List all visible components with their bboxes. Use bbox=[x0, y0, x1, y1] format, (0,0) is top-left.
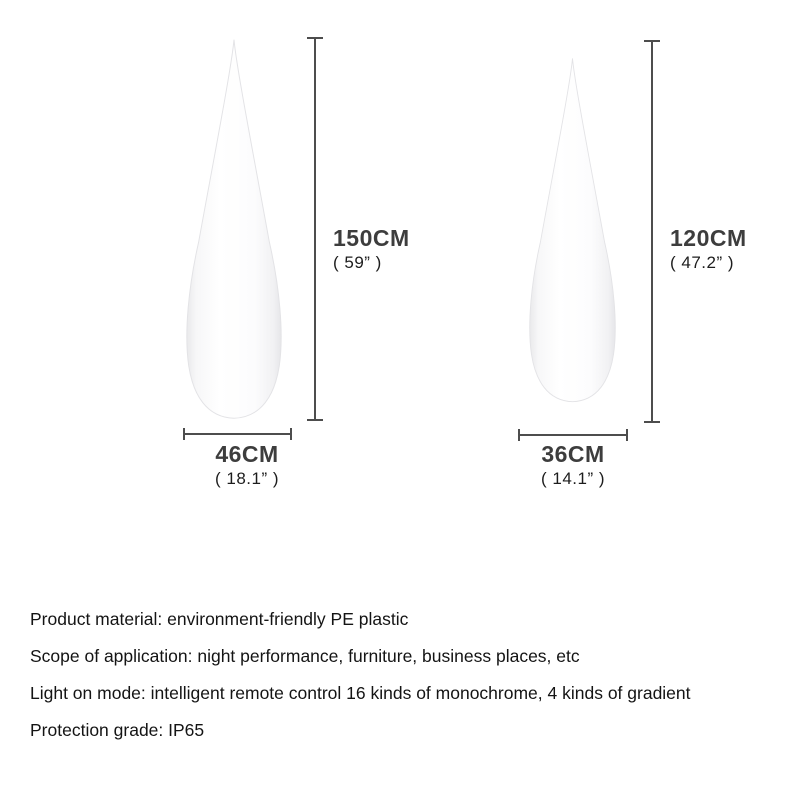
spec-application-scope: Scope of application: night performance, furniture, business places, etc bbox=[30, 646, 580, 666]
teardrop-lamp-icon bbox=[175, 37, 293, 422]
height-inch-value: ( 59” ) bbox=[333, 253, 382, 273]
large-lamp-height-label bbox=[333, 226, 410, 273]
small-lamp-height-label bbox=[670, 226, 747, 273]
spec-light-mode: Light on mode: intelligent remote control 16 kinds of monochrome, 4 kinds of gradient bbox=[30, 683, 691, 703]
teardrop-lamp-icon bbox=[519, 40, 626, 421]
large-lamp-width-dimension-line bbox=[183, 433, 292, 435]
height-cm-value: 120CM bbox=[670, 225, 747, 251]
small-lamp-width-label bbox=[498, 442, 648, 489]
large-lamp-height-dimension-line bbox=[314, 37, 316, 421]
spec-protection-grade: Protection grade: IP65 bbox=[30, 720, 205, 740]
height-inch-value: ( 47.2” ) bbox=[670, 253, 735, 273]
product-specs bbox=[30, 608, 780, 756]
width-inch-value: ( 14.1” ) bbox=[540, 469, 606, 489]
small-lamp-height-dimension-line bbox=[651, 40, 653, 423]
spec-material: Product material: environment-friendly PE plastic bbox=[30, 609, 409, 629]
large-lamp-illustration bbox=[175, 37, 293, 422]
height-cm-value: 150CM bbox=[333, 225, 410, 251]
large-lamp-width-label bbox=[172, 442, 322, 489]
width-cm-value: 46CM bbox=[215, 441, 279, 467]
width-inch-value: ( 18.1” ) bbox=[214, 469, 280, 489]
small-lamp-width-dimension-line bbox=[518, 434, 628, 436]
small-lamp-illustration bbox=[519, 40, 626, 421]
width-cm-value: 36CM bbox=[541, 441, 605, 467]
